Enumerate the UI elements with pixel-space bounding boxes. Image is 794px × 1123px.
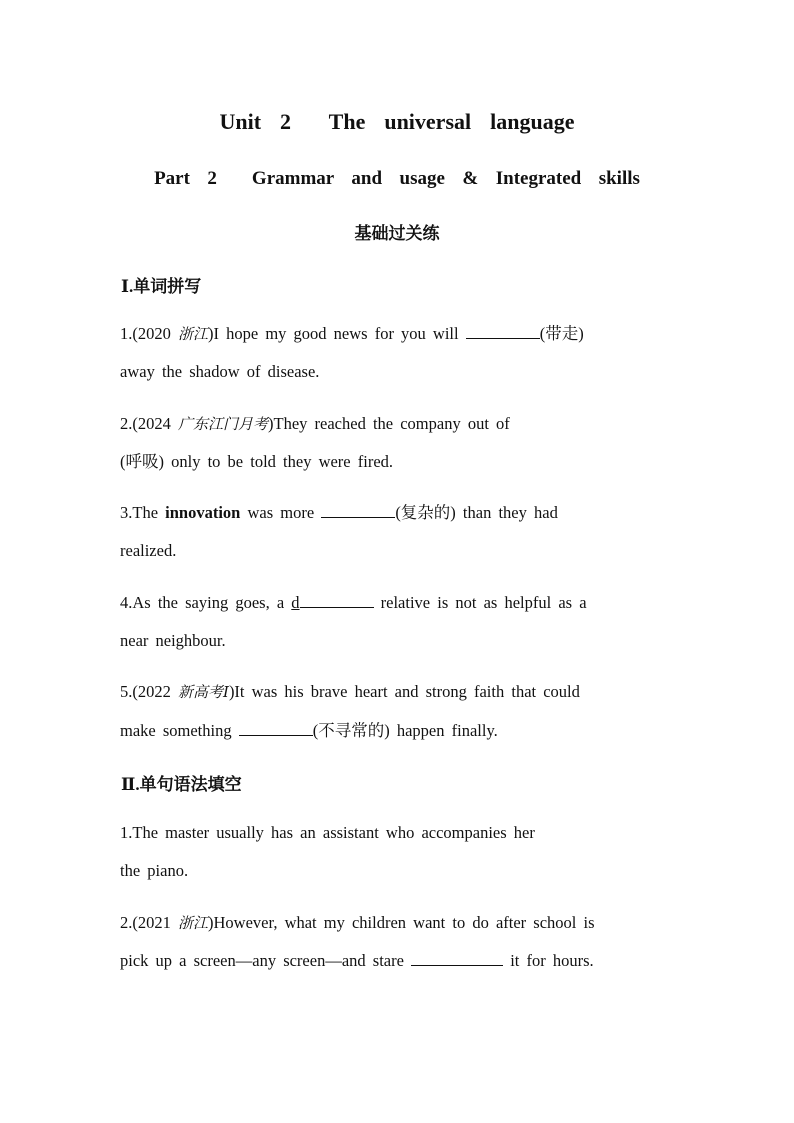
s1-q1-line1 xyxy=(120,322,668,346)
source-label: 新高考Ⅰ xyxy=(178,683,229,701)
source-label: 广东江门月考 xyxy=(178,415,269,433)
q-text: )I hope my good news for you will xyxy=(208,324,466,343)
chinese-hint: (复杂的) than they had xyxy=(395,503,558,522)
answer-blank[interactable] xyxy=(300,593,374,608)
q-number: 2.(2024 xyxy=(120,414,178,433)
chinese-hint: (不寻常的) xyxy=(312,721,390,740)
s1-q4-line2: near neighbour. xyxy=(120,631,226,650)
initial-letter: d xyxy=(291,593,300,612)
q-text: happen finally. xyxy=(389,721,498,740)
q-text: it for hours. xyxy=(503,951,594,970)
s2-q2-line1 xyxy=(120,911,668,935)
q-text: 3.The xyxy=(120,503,166,522)
bold-keyword: innovation xyxy=(165,503,241,522)
s1-q2-line2 xyxy=(120,450,668,474)
s2-q1-line2: the piano. xyxy=(120,861,189,880)
s1-q2-line1 xyxy=(120,412,668,436)
q-text: relative is not as helpful as a xyxy=(373,593,587,612)
source-label: 浙江 xyxy=(178,914,209,932)
section-heading-spelling: Ⅰ.单词拼写 xyxy=(121,277,202,296)
s1-q5-line2 xyxy=(120,719,668,743)
s1-q3-line2: realized. xyxy=(120,541,177,560)
s2-q2-line2 xyxy=(120,949,668,973)
answer-blank[interactable] xyxy=(466,324,540,339)
s1-q5-line1 xyxy=(120,680,668,704)
q-text: 4.As the saying goes, a xyxy=(120,593,292,612)
source-label: 浙江 xyxy=(178,325,209,343)
chinese-hint: (带走) xyxy=(539,324,584,343)
q-number: 1.(2020 xyxy=(120,324,178,343)
q-text: pick up a screen—any screen—and stare xyxy=(120,951,412,970)
answer-blank[interactable] xyxy=(411,951,503,966)
chinese-hint: (呼吸) xyxy=(120,452,164,471)
s1-q1-line2: away the shadow of disease. xyxy=(120,362,320,381)
q-text: only to be told they were fired. xyxy=(164,452,394,471)
q-number: 2.(2021 xyxy=(120,913,178,932)
s1-q4-line1 xyxy=(120,591,668,615)
q-number: 5.(2022 xyxy=(120,682,178,701)
q-text: )However, what my children want to do after school is xyxy=(208,913,595,932)
q-text: )They reached the company out of xyxy=(268,414,510,433)
answer-blank[interactable] xyxy=(321,503,395,518)
answer-blank[interactable] xyxy=(239,721,313,736)
unit-title: Unit 2 The universal language xyxy=(219,109,575,134)
q-text: make something xyxy=(120,721,239,740)
section-heading-grammar: Ⅱ.单句语法填空 xyxy=(121,775,242,794)
s1-q3-line1 xyxy=(120,501,668,525)
q-text: )It was his brave heart and strong faith that could xyxy=(228,682,580,701)
q-text: was more xyxy=(240,503,322,522)
part-title: Part 2 Grammar and usage & Integrated skills xyxy=(154,168,640,189)
exercise-subtitle: 基础过关练 xyxy=(354,224,440,243)
s2-q1-line1: 1.The master usually has an assistant who accompanies her xyxy=(120,823,535,842)
